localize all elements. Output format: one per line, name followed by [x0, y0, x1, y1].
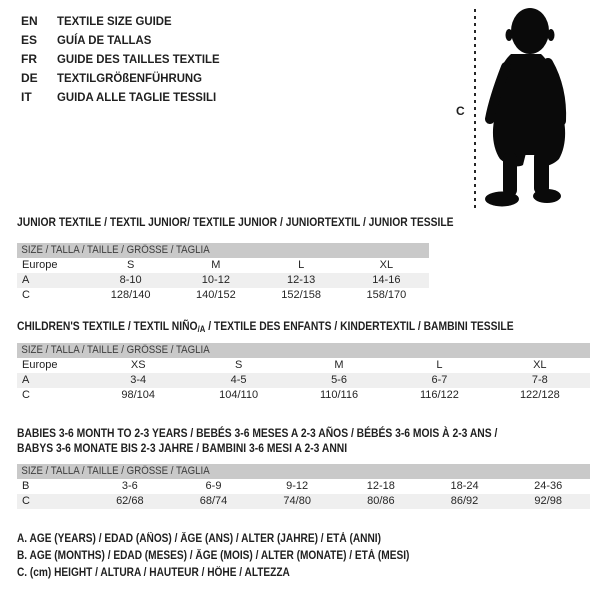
age-cell: 5-6 [331, 374, 347, 386]
lang-title: GUIDE DES TAILLES TEXTILE [57, 52, 220, 66]
age-cell: 7-8 [531, 374, 548, 386]
months-cell: 3-6 [121, 480, 138, 492]
lang-row-it [21, 88, 228, 107]
toddler-silhouette-icon [482, 7, 570, 207]
note-height-cm: C. (cm) HEIGHT / ALTURA / HAUTEUR / HÖHE / ALTEZZA [17, 567, 290, 579]
row-label: C [22, 495, 30, 507]
months-cell: 12-18 [366, 480, 395, 492]
lang-title: GUÍA DE TALLAS [57, 33, 152, 47]
lang-code: EN [21, 14, 38, 28]
children-title-post: / TEXTILE DES ENFANTS / KINDERTEXTIL / BAMBINI TESSILE [205, 319, 514, 333]
row-label: C [22, 389, 30, 401]
height-cell: 62/68 [116, 495, 144, 507]
height-measure-dotted-line [474, 9, 476, 208]
babies-section-title [17, 426, 497, 456]
months-cell: 6-9 [205, 480, 222, 492]
babies-size-table [17, 464, 590, 509]
lang-code: IT [21, 90, 32, 104]
language-title-list [21, 12, 228, 107]
junior-section-title: JUNIOR TEXTILE / TEXTIL JUNIOR/ TEXTILE JUNIOR / JUNIORTEXTIL / JUNIOR TESSILE [17, 215, 454, 229]
age-cell: 4-5 [230, 374, 247, 386]
lang-title: TEXTILE SIZE GUIDE [57, 14, 172, 28]
height-measure-label: C [456, 104, 465, 118]
row-label: Europe [22, 359, 58, 371]
months-cell: 24-36 [534, 480, 563, 492]
height-cell: 74/80 [283, 495, 311, 507]
age-cell: 14-16 [372, 274, 401, 286]
size-header-row [17, 464, 590, 479]
footnotes [17, 531, 463, 582]
height-cell: 92/98 [534, 495, 562, 507]
height-cell: 140/152 [195, 289, 236, 301]
children-section-title [17, 319, 514, 337]
size-header-label: SIZE / TALLA / TAILLE / GRÖSSE / TAGLIA [21, 244, 210, 256]
height-cell: 104/110 [219, 389, 259, 401]
table-row-europe [17, 258, 429, 273]
age-cell: 6-7 [431, 374, 448, 386]
row-label: A [22, 374, 30, 386]
size-cell: M [211, 259, 221, 271]
height-cell: 128/140 [110, 289, 151, 301]
height-cell: 80/86 [367, 495, 395, 507]
size-cell: S [126, 259, 135, 271]
height-cell: 116/122 [419, 389, 459, 401]
months-cell: 18-24 [450, 480, 479, 492]
size-header-label: SIZE / TALLA / TAILLE / GRÖSSE / TAGLIA [21, 465, 210, 477]
lang-row-fr [21, 50, 228, 69]
table-row-height [17, 288, 429, 303]
row-label: Europe [22, 259, 58, 271]
babies-title-line2: BABYS 3-6 MONATE BIS 2-3 JAHRE / BAMBINI 3-6 MESI A 2-3 ANNI [17, 441, 348, 455]
height-cell: 152/158 [281, 289, 321, 301]
lang-title: TEXTILGRÖßENFÜHRUNG [57, 71, 203, 85]
age-cell: 10-12 [201, 274, 230, 286]
children-title-pre: CHILDREN'S TEXTILE / TEXTIL NIÑO [17, 319, 198, 333]
note-age-months: B. AGE (MONTHS) / EDAD (MESES) / ÂGE (MOIS) / ALTER (MONATE) / ETÀ (MESI) [17, 550, 410, 562]
note-age-years: A. AGE (YEARS) / EDAD (AÑOS) / ÂGE (ANS) / ALTER (JAHRE) / ETÀ (ANNI) [17, 533, 381, 545]
height-cell: 98/104 [121, 389, 156, 401]
age-cell: 8-10 [119, 274, 142, 286]
children-title-subscript: /A [197, 324, 206, 334]
height-cell: 86/92 [450, 495, 479, 507]
row-label: B [22, 480, 30, 492]
age-cell: 12-13 [287, 274, 316, 286]
lang-code: ES [21, 33, 38, 47]
months-cell: 9-12 [286, 480, 309, 492]
size-header-row [17, 243, 429, 258]
height-cell: 110/116 [319, 389, 359, 401]
table-row-age [17, 273, 429, 288]
height-cell: 158/170 [366, 289, 407, 301]
lang-row-de [21, 69, 228, 88]
table-row-height [17, 494, 590, 509]
row-label: A [22, 274, 30, 286]
lang-row-en [21, 12, 228, 31]
size-cell: XS [130, 359, 146, 371]
size-header-label: SIZE / TALLA / TAILLE / GRÖSSE / TAGLIA [21, 344, 210, 356]
size-header-row [17, 343, 590, 358]
size-cell: S [234, 359, 243, 371]
lang-code: DE [21, 71, 38, 85]
size-cell: XL [533, 359, 547, 371]
age-cell: 3-4 [130, 374, 147, 386]
height-cell: 122/128 [519, 389, 560, 401]
junior-size-table [17, 243, 429, 303]
row-label: C [22, 289, 30, 301]
height-cell: 68/74 [199, 495, 228, 507]
lang-row-es [21, 31, 228, 50]
size-cell: XL [379, 259, 394, 271]
table-row-europe [17, 358, 590, 373]
table-row-months [17, 479, 590, 494]
children-size-table [17, 343, 590, 403]
babies-title-line1: BABIES 3-6 MONTH TO 2-3 YEARS / BEBÉS 3-6 MESES A 2-3 AÑOS / BÉBÉS 3-6 MOIS À 2-3 ANS / [17, 426, 498, 440]
lang-code: FR [21, 52, 37, 66]
size-cell: M [334, 359, 344, 371]
lang-title: GUIDA ALLE TAGLIE TESSILI [57, 90, 217, 104]
table-row-age [17, 373, 590, 388]
size-cell: L [436, 359, 443, 371]
size-cell: L [298, 259, 305, 271]
table-row-height [17, 388, 590, 403]
